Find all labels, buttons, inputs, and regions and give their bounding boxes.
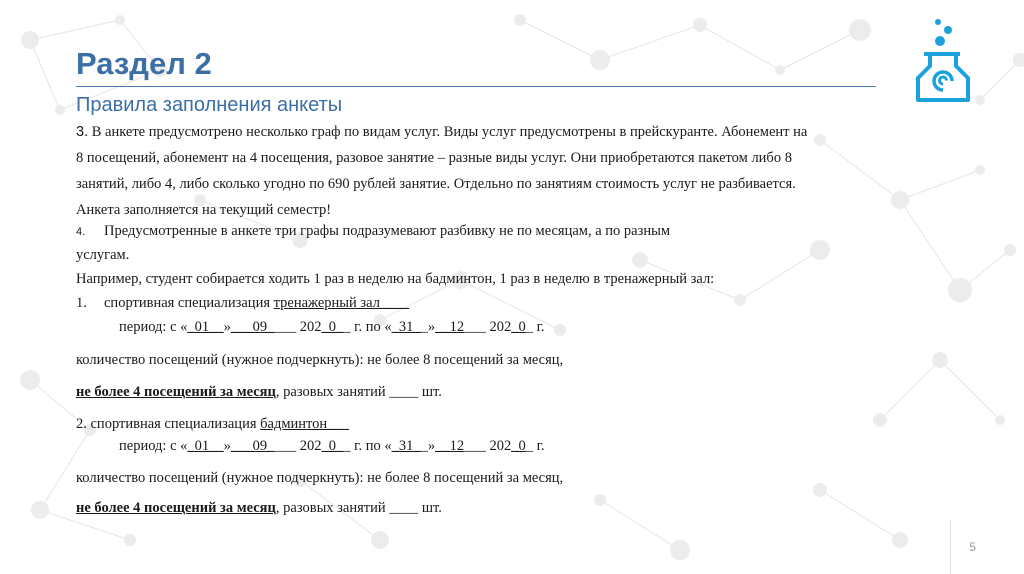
item2-selected-option: не более 4 посещений за месяц — [76, 500, 276, 516]
slide-title: Раздел 2 — [76, 46, 212, 81]
item1-number: 1. — [76, 295, 87, 311]
item2-visits-choice: не более 4 посещений за месяц, разовых занятий ____ шт. — [76, 500, 442, 516]
p3-line-2: 8 посещений, абонемент на 4 посещения, разовое занятие – разные виды услуг. Они приобретаются пакетом либо 8 — [76, 150, 792, 166]
item2-value: бадминтон___ — [260, 416, 349, 432]
p4-number: 4. — [76, 226, 86, 238]
item2-period: период: с «_01__»___09____ 202_0__ г. по «_31__»__12___ 202_0_ г. — [119, 438, 545, 454]
page-number: 5 — [969, 540, 976, 554]
p3-line-1: 3. В анкете предусмотрено несколько граф по видам услуг. Виды услуг предусмотрены в прейскуранте. Абонемент на — [76, 124, 808, 140]
item1-specialization: 1. спортивная специализация тренажерный зал____ — [76, 295, 409, 311]
item2-specialization: 2. спортивная специализация бадминтон___ — [76, 416, 349, 432]
p3-line-4: Анкета заполняется на текущий семестр! — [76, 202, 332, 218]
item1-visits-choice: не более 4 посещений за месяц, разовых занятий ____ шт. — [76, 384, 442, 400]
p4-line-2: услугам. — [76, 247, 130, 263]
item1-selected-option: не более 4 посещений за месяц — [76, 384, 276, 400]
item2-visits: количество посещений (нужное подчеркнуть): не более 8 посещений за месяц, — [76, 470, 564, 486]
item1-value: тренажерный зал____ — [273, 295, 409, 311]
flask-logo-icon — [910, 16, 980, 112]
title-divider — [76, 86, 876, 87]
item1-visits: количество посещений (нужное подчеркнуть): не более 8 посещений за месяц, — [76, 352, 564, 368]
slide-subtitle: Правила заполнения анкеты — [76, 94, 343, 116]
example-intro: Например, студент собирается ходить 1 раз в неделю на бадминтон, 1 раз в неделю в тренажерный зал: — [76, 271, 715, 287]
p3-line-3: занятий, либо 4, либо сколько угодно по 690 рублей занятие. Отдельно по занятиям стоимость услуг не разбивается. — [76, 176, 796, 192]
item2-number: 2. — [76, 416, 87, 432]
p3-number: 3. — [76, 124, 89, 140]
p4-line-1: 4. Предусмотренные в анкете три графы подразумевают разбивку не по месяцам, а по разным — [76, 221, 670, 242]
footer-divider — [950, 520, 951, 574]
item1-period: период: с «_01__»___09____ 202_0__ г. по «_31__»__12___ 202_0_ г. — [119, 319, 545, 335]
